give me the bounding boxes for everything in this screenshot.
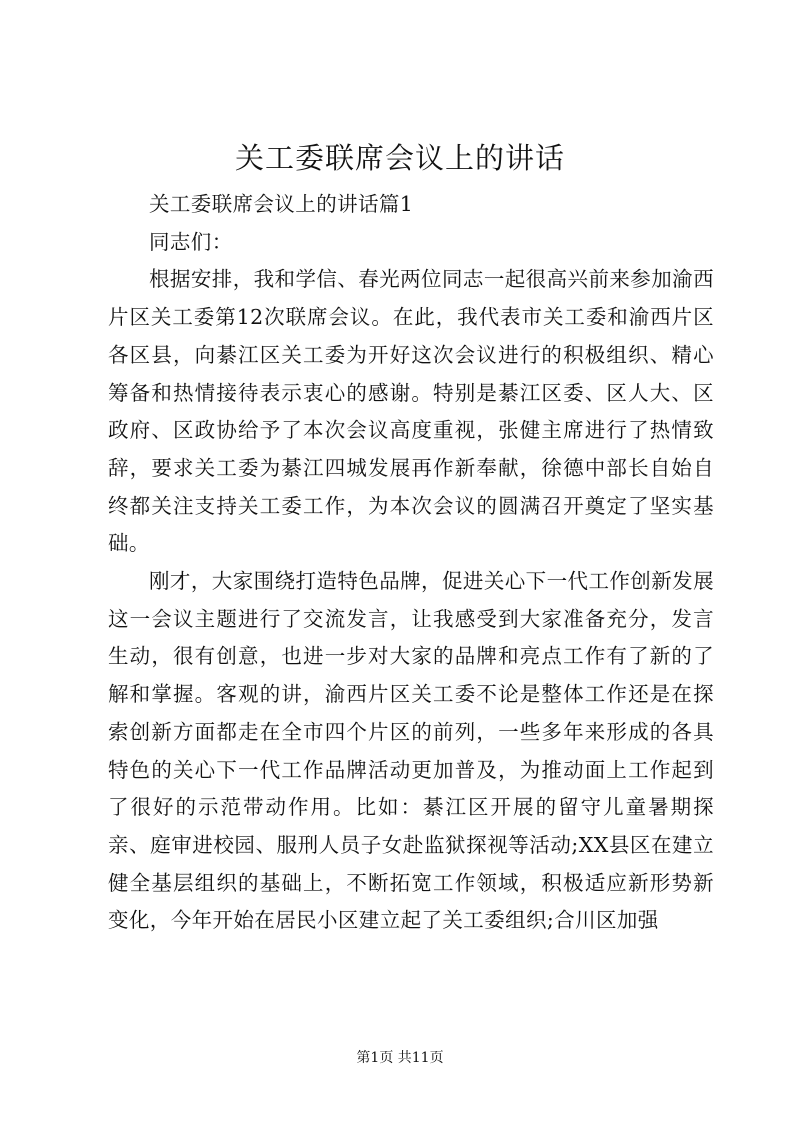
- page-footer: 第1页 共11页: [356, 1050, 444, 1066]
- paragraph: 根据安排，我和学信、春光两位同志一起很高兴前来参加渝西片区关工委第12次联席会议。在此，我代表市关工委和渝西片区各区县，向綦江区关工委为开好这次会议进行的积极组织、精心筹备和热情接待表示衷心的感谢。特别是綦江区委、区人大、区政府、区政协给予了本次会议高度重视，张健主席进行了热情致辞，要求关工委为綦江四城发展再作新奉献，徐德中部长自始自终都关注支持关工委工作，为本次会议的圆满召开奠定了坚实基础。: [108, 267, 714, 556]
- document-body: [108, 186, 714, 940]
- paragraph: 刚才，大家围绕打造特色品牌，促进关心下一代工作创新发展这一会议主题进行了交流发言，让我感受到大家准备充分，发言生动，很有创意，也进一步对大家的品牌和亮点工作有了新的了解和掌握。客观的讲，渝西片区关工委不论是整体工作还是在探索创新方面都走在全市四个片区的前列，一些多年来形成的各具特色的关心下一代工作品牌活动更加普及，为推动面上工作起到了很好的示范带动作用。比如：綦江区开展的留守儿童暑期探亲、庭审进校园、服刑人员子女赴监狱探视等活动;XX县区在建立健全基层组织的基础上，不断拓宽工作领域，积极适应新形势新变化，今年开始在居民小区建立起了关工委组织;合川区加强: [108, 569, 714, 933]
- section-heading: 关工委联席会议上的讲话篇1: [149, 192, 414, 216]
- document-title: 关工委联席会议上的讲话: [234, 141, 565, 175]
- salutation: 同志们：: [149, 229, 233, 254]
